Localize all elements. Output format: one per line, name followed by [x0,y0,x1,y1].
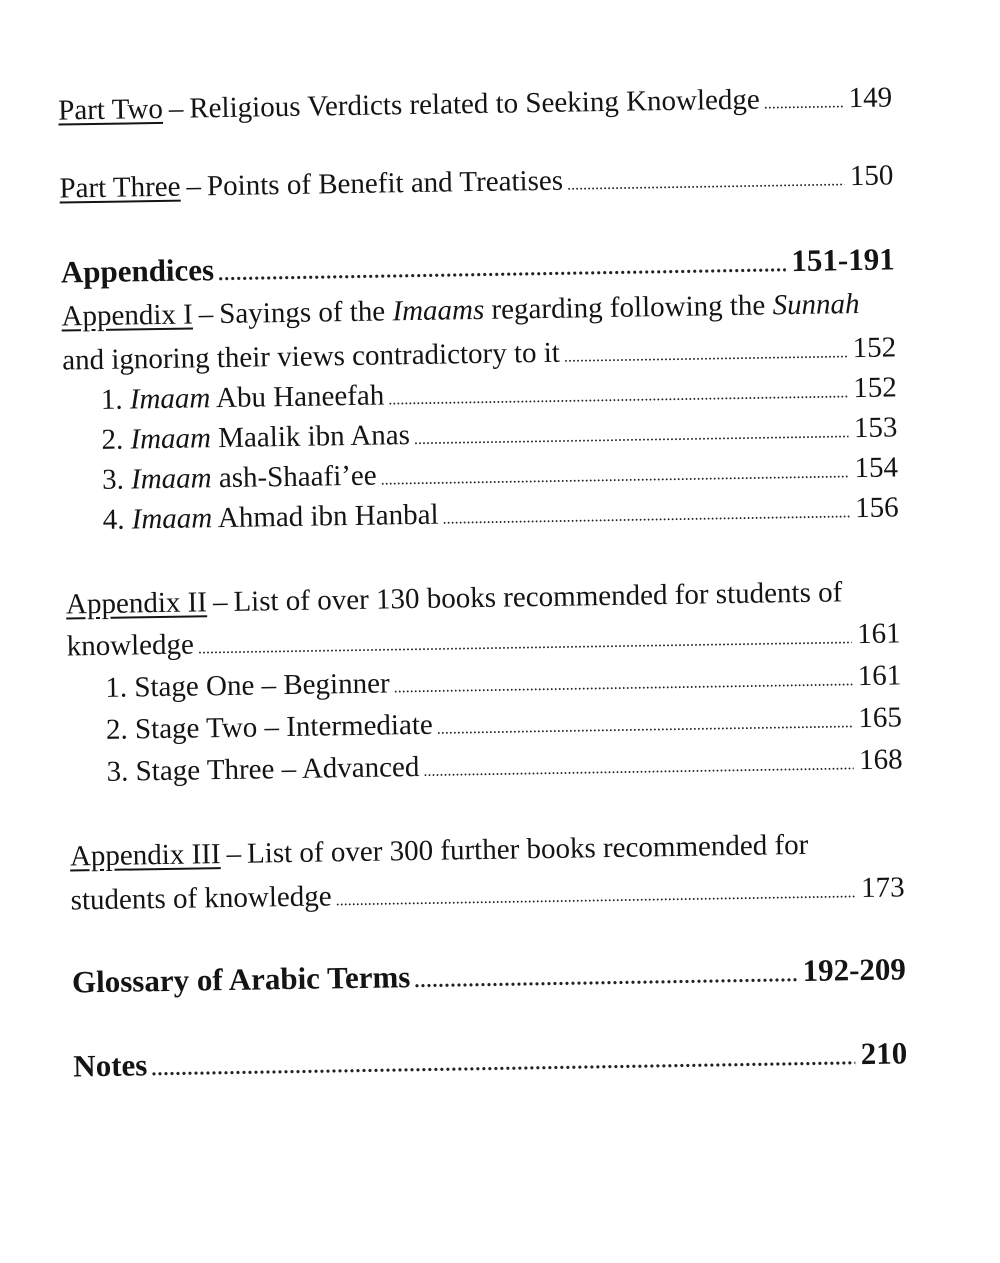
leader-dots [151,1038,855,1089]
toc-entry-part-three[interactable] [59,155,894,208]
leader-dots [414,955,797,1001]
entry-title-continued: students of knowledge [70,880,332,917]
page-number: 150 [849,159,894,193]
entry-title-part: Sayings of the [219,295,393,331]
appendix-label: Appendix III [69,838,221,873]
page-number: 161 [856,617,901,651]
page-number: 152 [852,331,897,365]
dash: – [198,298,214,331]
appendix-label: Appendix II [65,586,208,621]
page-number: 165 [858,701,903,735]
dash: – [212,585,228,619]
item-prefix: Imaam [131,502,213,536]
item-text: 3. Stage Three – Advanced [106,750,420,788]
entry-title: Notes [72,1047,148,1084]
toc-entry-part-two[interactable] [58,77,893,130]
item-number: 2. [101,423,131,456]
leader-dots [764,83,844,124]
page-number: 153 [853,411,898,445]
page-number: 156 [854,491,899,525]
appendix-label: Appendix I [61,298,194,333]
item-number: 1. [100,383,131,416]
item-prefix: Imaam [129,382,211,416]
entry-title: Appendices [60,252,215,290]
leader-dots [442,493,849,539]
entry-title: Points of Benefit and Treatises [206,164,564,203]
page-number: 154 [854,451,899,485]
leader-dots [335,873,855,921]
page-number: 168 [858,743,903,777]
item-name: ash-Shaafi’ee [211,459,377,495]
item-text: 2. Stage Two – Intermediate [105,708,434,746]
entry-title-italic: Imaams [392,293,485,328]
item-prefix: Imaam [130,462,212,496]
toc-entry-notes[interactable] [73,1033,908,1086]
part-label: Part Two [58,92,164,127]
dash: – [168,92,184,125]
entry-title-continued: knowledge [66,628,195,663]
toc-entry-appendix-3-line2[interactable] [70,867,905,920]
page-number: 192-209 [802,951,907,988]
item-number: 3. [101,463,132,496]
page-number: 151-191 [791,241,895,279]
entry-title-italic: Sunnah [772,288,860,322]
page-number: 173 [860,871,905,905]
item-name: Maalik ibn Anas [210,419,411,455]
entry-title: Glossary of Arabic Terms [71,959,411,1000]
page-number: 149 [848,81,893,115]
item-text: 1. Stage One – Beginner [105,667,390,704]
item-name: Ahmad ibn Hanbal [211,498,439,535]
item-name: Abu Haneefah [210,379,385,415]
entry-title-part: regarding following the [484,289,773,326]
entry-title: List of over 300 further books recommended for [246,828,809,870]
entry-title-continued: and ignoring their views contradictory to it [61,336,561,377]
dash: – [186,170,202,203]
leader-dots [567,161,844,205]
dash: – [226,837,242,871]
part-label: Part Three [59,170,181,205]
leader-dots [423,745,853,792]
item-number: 4. [102,503,132,536]
item-prefix: Imaam [130,422,212,456]
toc-entry-glossary[interactable] [72,949,907,1002]
entry-title: List of over 130 books recommended for students of [233,576,843,618]
entry-title: Religious Verdicts related to Seeking Knowledge [189,83,760,125]
page-number: 152 [852,371,897,405]
page-number: 210 [860,1035,908,1072]
page-number: 161 [857,659,902,693]
